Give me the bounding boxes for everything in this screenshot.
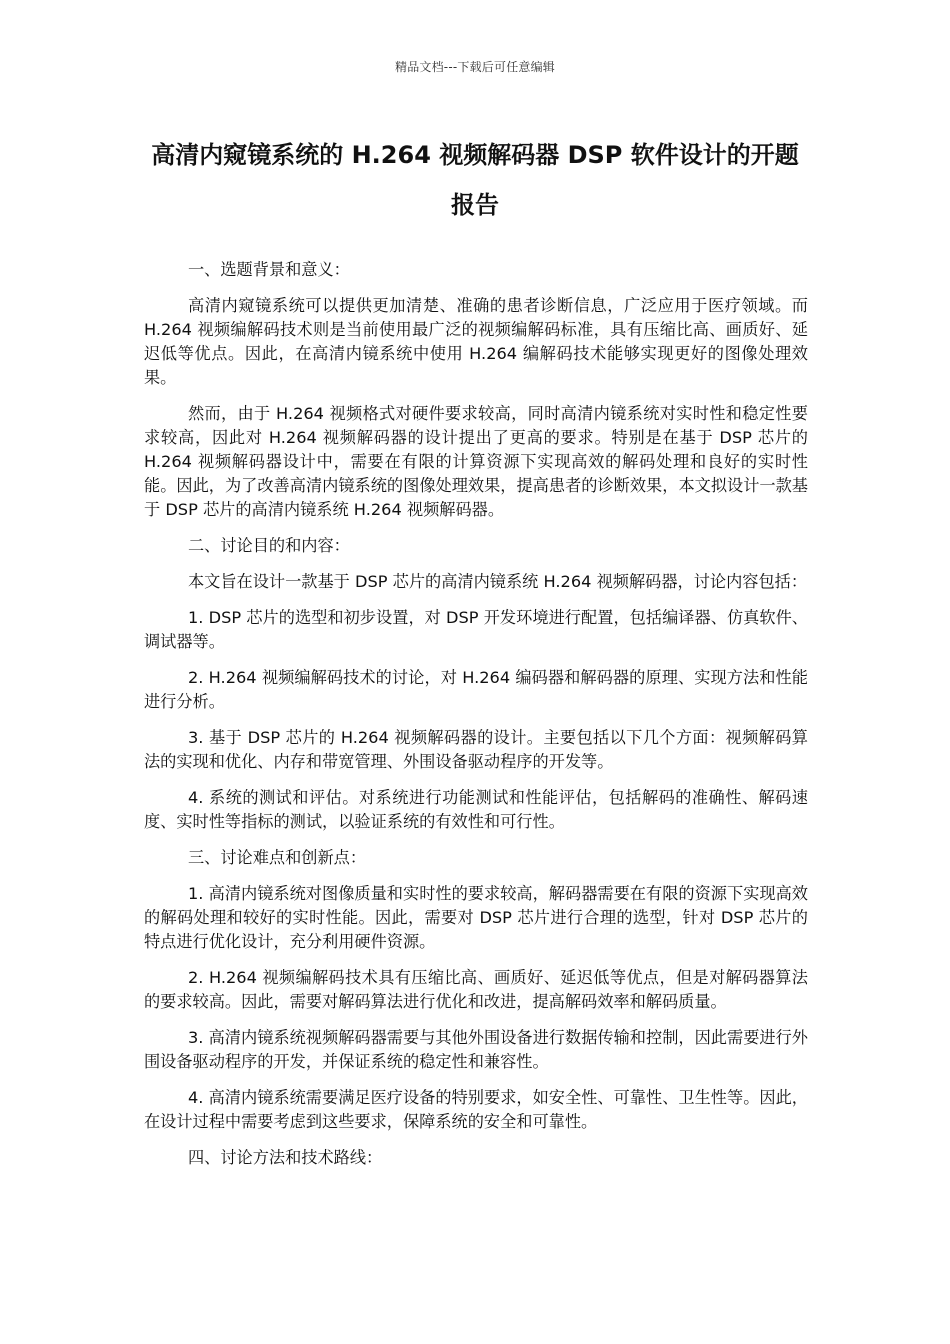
list-item: 4. 系统的测试和评估。对系统进行功能测试和性能评估，包括解码的准确性、解码速度、实时性等指标的测试，以验证系统的有效性和可行性。 [144, 788, 808, 831]
list-item: 2. H.264 视频编解码技术具有压缩比高、画质好、延迟低等优点，但是对解码器算法的要求较高。因此，需要对解码算法进行优化和改进，提高解码效率和解码质量。 [144, 968, 808, 1011]
list-item: 3. 高清内镜系统视频解码器需要与其他外围设备进行数据传输和控制，因此需要进行外围设备驱动程序的开发，并保证系统的稳定性和兼容性。 [144, 1028, 808, 1071]
section-heading: 四、讨论方法和技术路线： [188, 1148, 383, 1167]
list-item: 1. 高清内镜系统对图像质量和实时性的要求较高，解码器需要在有限的资源下实现高效的解码处理和较好的实时性能。因此，需要对 DSP 芯片进行合理的选型，针对 DSP 芯片的特点进行优化设计，充分利用硬件资源。 [144, 884, 808, 951]
paragraph: 本文旨在设计一款基于 DSP 芯片的高清内镜系统 H.264 视频解码器，讨论内容包括： [188, 572, 808, 591]
paragraph: 高清内窥镜系统可以提供更加清楚、准确的患者诊断信息，广泛应用于医疗领域。而 H.264 视频编解码技术则是当前使用最广泛的视频编解码标准，具有压缩比高、画质好、延迟低等优点。因此，在高清内镜系统中使用 H.264 编解码技术能够实现更好的图像处理效果。 [144, 296, 808, 387]
list-item: 2. H.264 视频编解码技术的讨论，对 H.264 编码器和解码器的原理、实现方法和性能进行分析。 [144, 668, 808, 711]
header-note: 精品文档---下载后可任意编辑 [395, 60, 555, 74]
section-heading: 三、讨论难点和创新点： [188, 848, 367, 867]
list-item: 1. DSP 芯片的选型和初步设置，对 DSP 开发环境进行配置，包括编译器、仿真软件、调试器等。 [144, 608, 808, 651]
document-title: 高清内窥镜系统的 H.264 视频解码器 DSP 软件设计的开题报告 [151, 141, 799, 219]
list-item: 4. 高清内镜系统需要满足医疗设备的特别要求，如安全性、可靠性、卫生性等。因此，在设计过程中需要考虑到这些要求，保障系统的安全和可靠性。 [144, 1088, 808, 1131]
section-heading: 一、选题背景和意义： [188, 260, 350, 279]
document-body [144, 258, 808, 1182]
paragraph: 然而，由于 H.264 视频格式对硬件要求较高，同时高清内镜系统对实时性和稳定性要求较高，因此对 H.264 视频解码器的设计提出了更高的要求。特别是在基于 DSP 芯片的 H.264 视频解码器设计中，需要在有限的计算资源下实现高效的解码处理和良好的实时性能。因此，为了改善高清内镜系统的图像处理效果，提高患者的诊断效果，本文拟设计一款基于 DSP 芯片的高清内镜系统 H.264 视频解码器。 [144, 404, 808, 519]
list-item: 3. 基于 DSP 芯片的 H.264 视频解码器的设计。主要包括以下几个方面：视频解码算法的实现和优化、内存和带宽管理、外围设备驱动程序的开发等。 [144, 728, 808, 771]
section-heading: 二、讨论目的和内容： [188, 536, 350, 555]
